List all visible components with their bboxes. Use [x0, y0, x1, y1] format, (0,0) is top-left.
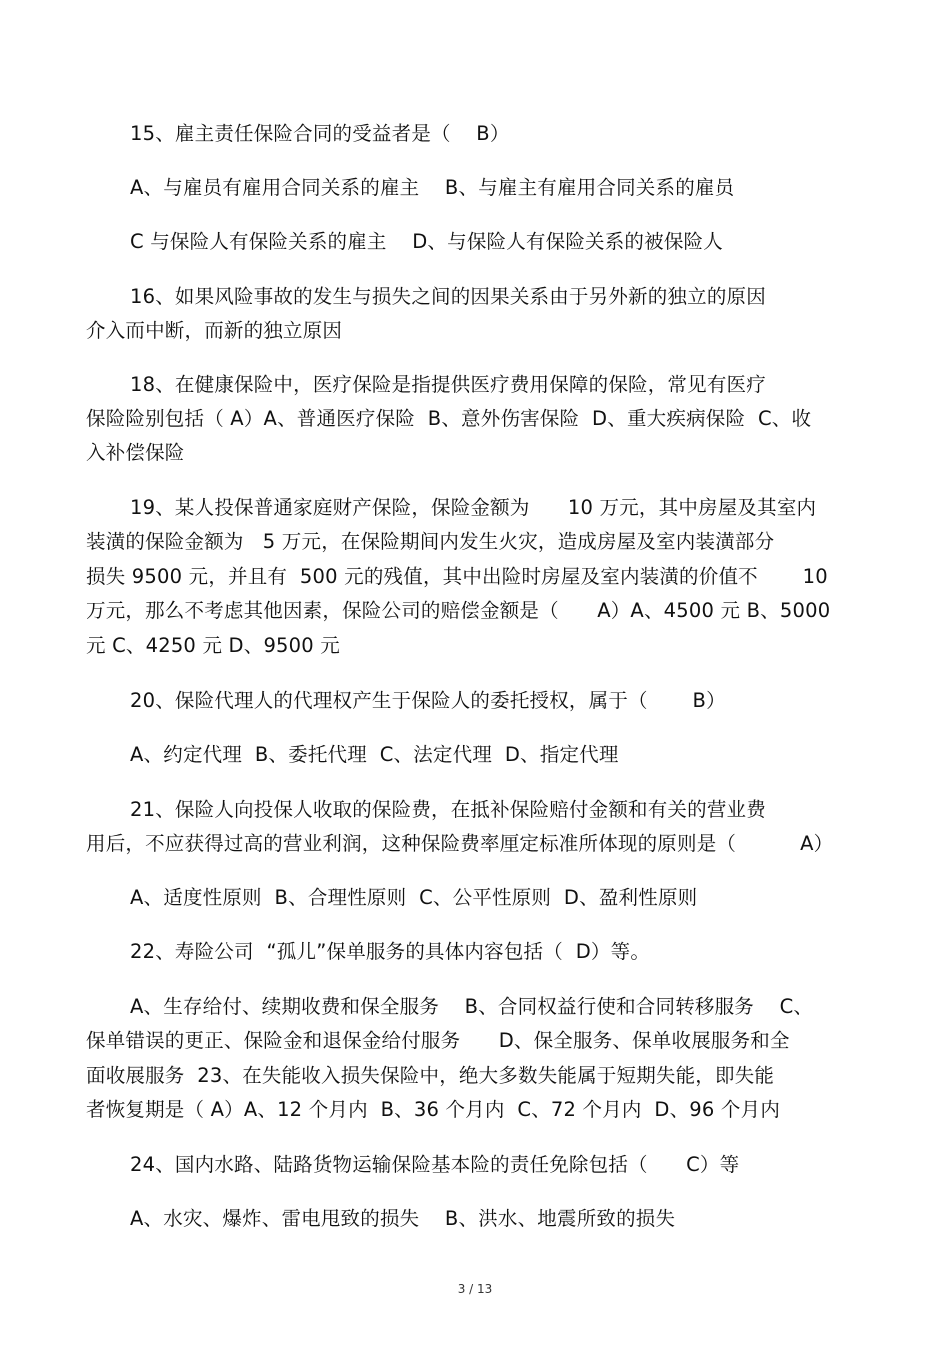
question-18: 18、在健康保险中，医疗保险是指提供医疗费用保障的保险，常见有医疗	[130, 373, 766, 396]
question-19: 19、某人投保普通家庭财产保险，保险金额为 10 万元，其中房屋及其室内	[130, 496, 817, 519]
question-19-cont-3: 万元，那么不考虑其他因素，保险公司的赔偿金额是（ A）A、4500 元 B、5000	[86, 599, 831, 622]
question-21-cont: 用后，不应获得过高的营业利润，这种保险费率厘定标准所体现的原则是（ A）	[86, 832, 834, 855]
question-22-23-cont: 面收展服务 23、在失能收入损失保险中，绝大多数失能属于短期失能，即失能	[86, 1064, 775, 1087]
question-22-options-cont-1: 保单错误的更正、保险金和退保金给付服务 D、保全服务、保单收展服务和全	[86, 1029, 790, 1052]
question-22: 22、寿险公司 “孤儿”保单服务的具体内容包括（ D）等。	[130, 940, 651, 963]
question-20: 20、保险代理人的代理权产生于保险人的委托授权，属于（ B）	[130, 689, 726, 712]
question-21: 21、保险人向投保人收取的保险费，在抵补保险赔付金额和有关的营业费	[130, 798, 766, 821]
question-15: 15、雇主责任保险合同的受益者是（ B）	[130, 122, 510, 145]
question-24: 24、国内水路、陆路货物运输保险基本险的责任免除包括（ C）等	[130, 1153, 740, 1176]
question-23-cont: 者恢复期是（ A）A、12 个月内 B、36 个月内 C、72 个月内 D、96 个月内	[86, 1098, 781, 1121]
question-16: 16、如果风险事故的发生与损失之间的因果关系由于另外新的独立的原因	[130, 285, 766, 308]
question-15-options-cont: C 与保险人有保险关系的雇主 D、与保险人有保险关系的被保险人	[130, 230, 723, 253]
question-20-options: A、约定代理 B、委托代理 C、法定代理 D、指定代理	[130, 743, 619, 766]
question-19-cont-2: 损失 9500 元，并且有 500 元的残值，其中出险时房屋及室内装潢的价值不 10	[86, 565, 828, 588]
question-19-cont-4: 元 C、4250 元 D、9500 元	[86, 634, 340, 657]
question-18-cont-2: 入补偿保险	[86, 441, 185, 464]
question-22-options: A、生存给付、续期收费和保全服务 B、合同权益行使和合同转移服务 C、	[130, 995, 814, 1018]
question-18-cont-1: 保险险别包括（ A）A、普通医疗保险 B、意外伤害保险 D、重大疾病保险 C、收	[86, 407, 812, 430]
question-16-cont: 介入而中断，而新的独立原因	[86, 319, 343, 342]
question-15-options: A、与雇员有雇用合同关系的雇主 B、与雇主有雇用合同关系的雇员	[130, 176, 735, 199]
question-24-options: A、水灾、爆炸、雷电甩致的损失 B、洪水、地震所致的损失	[130, 1207, 676, 1230]
page-number: 3 / 13	[457, 1282, 493, 1296]
question-19-cont-1: 装潢的保险金额为 5 万元，在保险期间内发生火灾，造成房屋及室内装潢部分	[86, 530, 775, 553]
question-21-options: A、适度性原则 B、合理性原则 C、公平性原则 D、盈利性原则	[130, 886, 698, 909]
